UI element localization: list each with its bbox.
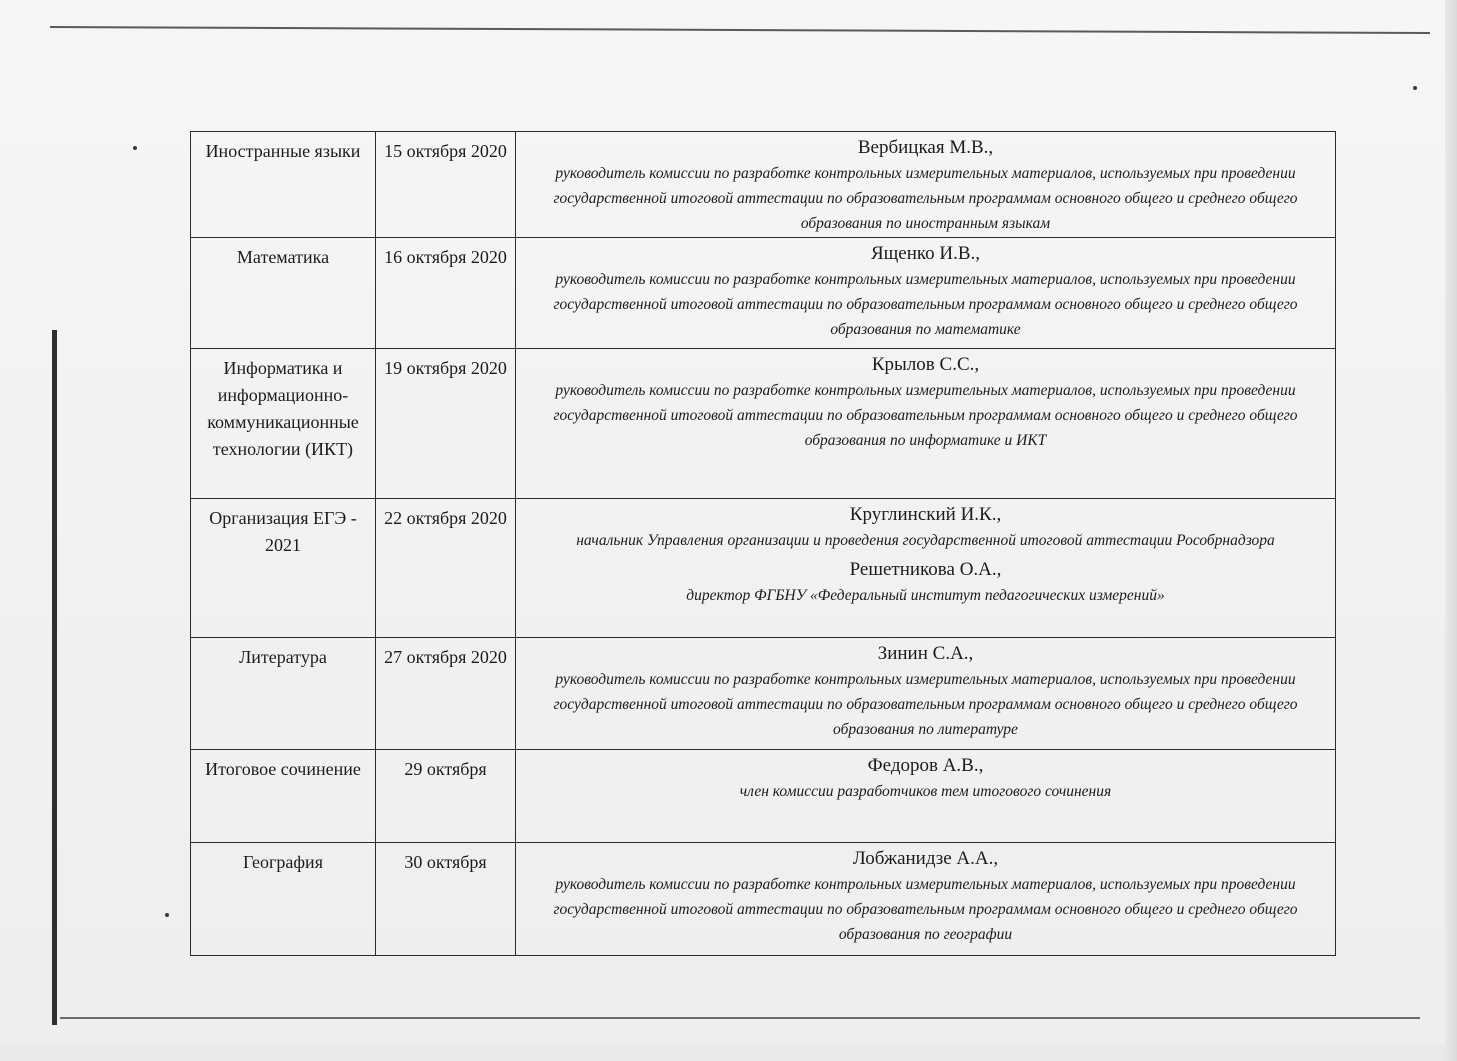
speaker <box>526 641 1325 742</box>
date-cell: 27 октября 2020 <box>376 638 516 750</box>
speaker <box>526 241 1325 342</box>
speaker-role: руководитель комиссии по разработке контрольных измерительных материалов, используемых при проведении государственной итоговой аттестации по образовательным программам основного общего и среднего общего образования по математике <box>553 271 1298 338</box>
subject-cell: Иностранные языки <box>191 132 376 238</box>
speaker-name: Лобжанидзе А.А., <box>852 848 999 869</box>
speaker-cell <box>516 843 1336 956</box>
speaker-name: Зинин С.А., <box>877 643 974 664</box>
speaker <box>526 846 1325 947</box>
speaker <box>526 502 1325 553</box>
speaker-cell <box>516 750 1336 843</box>
speaker <box>526 135 1325 236</box>
speaker-role: директор ФГБНУ «Федеральный институт педагогических измерений» <box>686 587 1165 604</box>
speaker-role: руководитель комиссии по разработке контрольных измерительных материалов, используемых при проведении государственной итоговой аттестации по образовательным программам основного общего и среднего общего образования по иностранным языкам <box>553 165 1298 232</box>
date-cell: 16 октября 2020 <box>376 238 516 349</box>
speaker-cell <box>516 349 1336 499</box>
speck <box>133 146 137 150</box>
speaker-role: руководитель комиссии по разработке контрольных измерительных материалов, используемых при проведении государственной итоговой аттестации по образовательным программам основного общего и среднего общего образования по информатике и ИКТ <box>553 382 1298 449</box>
subject-cell: Математика <box>191 238 376 349</box>
table-row <box>191 238 1336 349</box>
scan-edge-right <box>1445 0 1457 1061</box>
subject-cell: Итоговое сочинение <box>191 750 376 843</box>
speaker-name: Крылов С.С., <box>871 354 980 375</box>
speaker-name: Вербицкая М.В., <box>857 137 994 158</box>
subject-cell: Информатика и информационно-коммуникационные технологии (ИКТ) <box>191 349 376 499</box>
speaker-role: руководитель комиссии по разработке контрольных измерительных материалов, используемых при проведении государственной итоговой аттестации по образовательным программам основного общего и среднего общего образования по литературе <box>553 671 1298 738</box>
date-cell: 15 октября 2020 <box>376 132 516 238</box>
date-cell: 30 октября <box>376 843 516 956</box>
speaker-role: член комиссии разработчиков тем итогового сочинения <box>739 783 1112 800</box>
speaker-cell <box>516 499 1336 638</box>
scan-edge-left <box>52 330 57 1025</box>
table-row <box>191 638 1336 750</box>
speaker-cell <box>516 132 1336 238</box>
speaker-name: Федоров А.В., <box>867 755 984 776</box>
speaker-role: начальник Управления организации и проведения государственной итоговой аттестации Рособрнадзора <box>576 532 1275 549</box>
table-row <box>191 499 1336 638</box>
webinar-schedule-table <box>190 131 1336 956</box>
table-row <box>191 750 1336 843</box>
speaker-cell <box>516 238 1336 349</box>
scan-edge-bottom <box>60 1017 1420 1019</box>
speaker <box>526 753 1325 804</box>
date-cell: 19 октября 2020 <box>376 349 516 499</box>
speaker-role: руководитель комиссии по разработке контрольных измерительных материалов, используемых при проведении государственной итоговой аттестации по образовательным программам основного общего и среднего общего образования по географии <box>553 876 1298 943</box>
table-row <box>191 349 1336 499</box>
speaker <box>526 352 1325 453</box>
scan-edge-top <box>50 26 1430 34</box>
speck <box>1413 86 1417 90</box>
speaker-cell <box>516 638 1336 750</box>
speaker <box>526 557 1325 608</box>
date-cell: 29 октября <box>376 750 516 843</box>
speaker-name: Решетникова О.А., <box>849 559 1002 580</box>
table-row <box>191 843 1336 956</box>
speck <box>165 913 169 917</box>
speaker-name: Ященко И.В., <box>870 243 981 264</box>
date-cell: 22 октября 2020 <box>376 499 516 638</box>
speaker-name: Круглинский И.К., <box>849 504 1002 525</box>
table-row <box>191 132 1336 238</box>
subject-cell: Литература <box>191 638 376 750</box>
subject-cell: География <box>191 843 376 956</box>
subject-cell: Организация ЕГЭ - 2021 <box>191 499 376 638</box>
